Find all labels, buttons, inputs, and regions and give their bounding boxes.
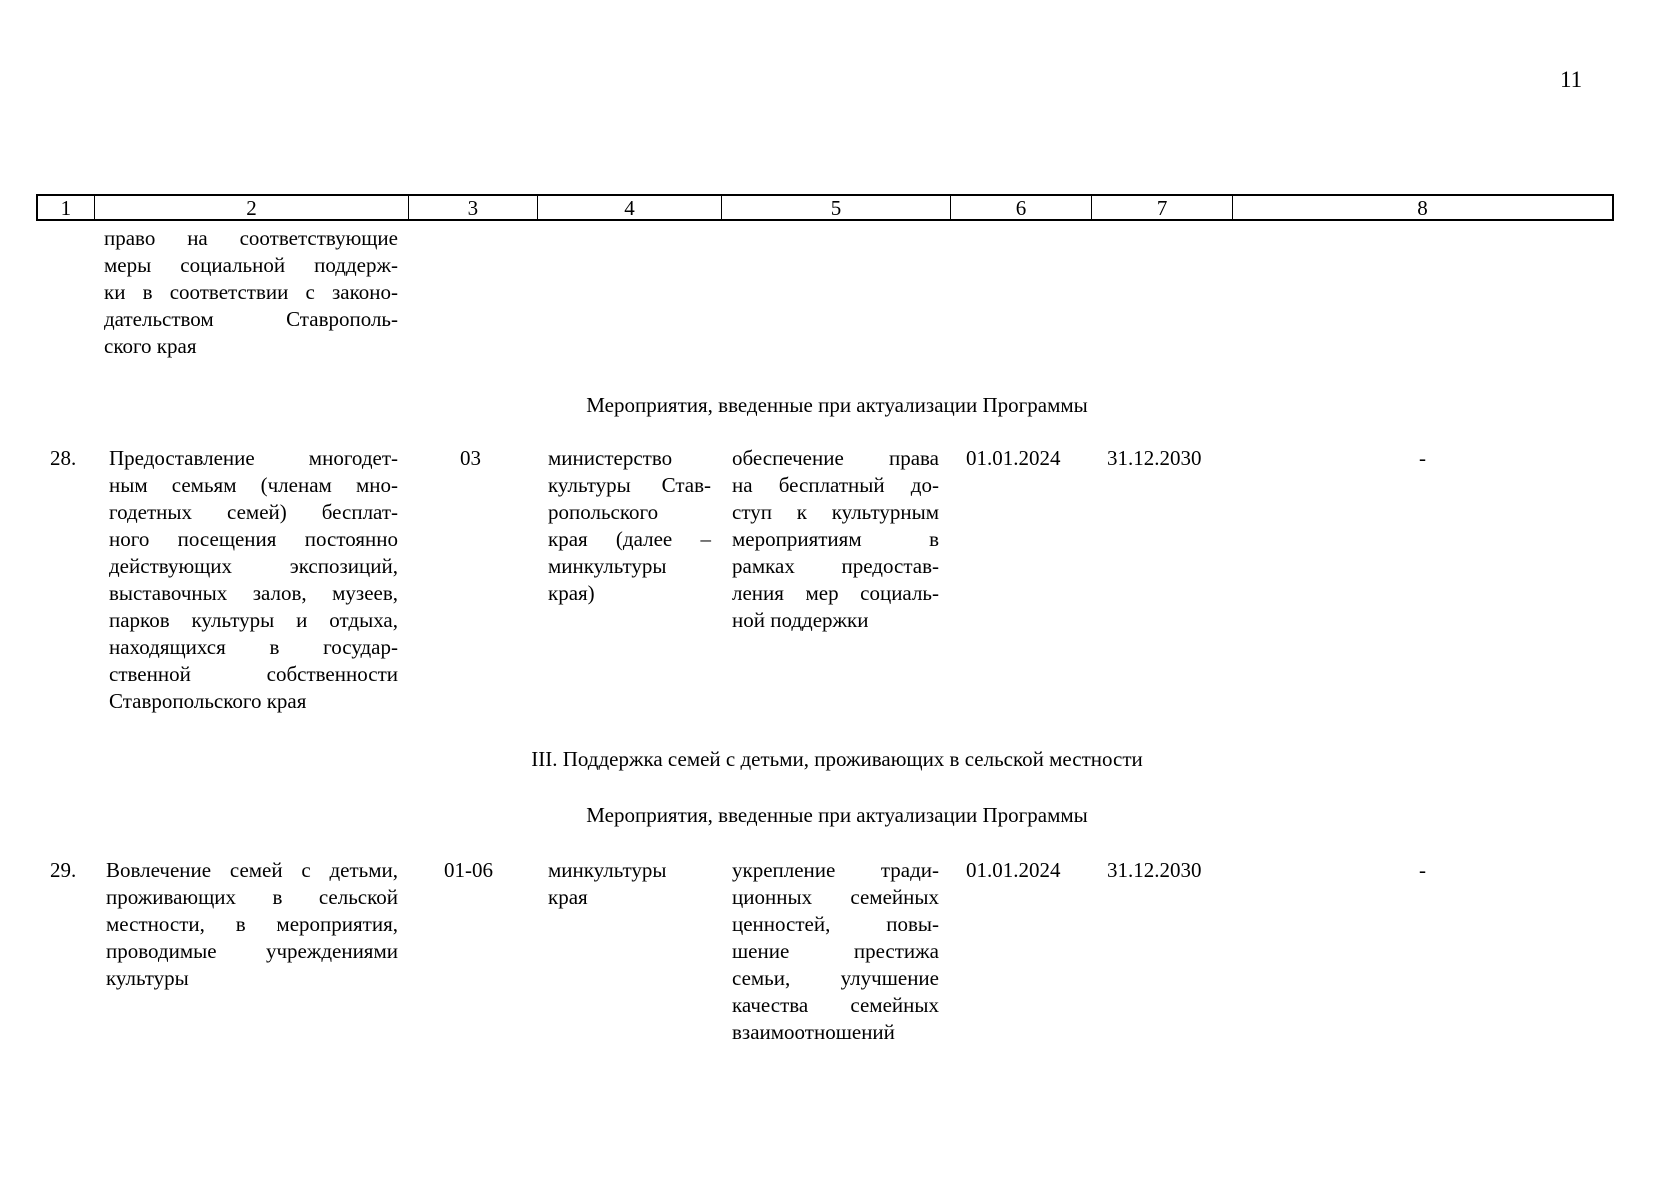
row-28-name-line: ственной собственности bbox=[109, 662, 398, 686]
row-29-result-line: семьи, улучшение bbox=[732, 966, 939, 990]
continuation-line: право на соответствующие bbox=[104, 226, 398, 250]
row-28-name-line: ного посещения постоянно bbox=[109, 527, 398, 551]
subheading-updated-measures-2: Мероприятия, введенные при актуализации Программы bbox=[586, 803, 1088, 827]
row-29-result-line: взаимоотношений bbox=[732, 1020, 895, 1044]
header-col-7: 7 bbox=[1092, 196, 1233, 219]
row-29-result-line: ценностей, повы- bbox=[732, 912, 939, 936]
row-28-name-line: парков культуры и отдыха, bbox=[109, 608, 398, 632]
row-28-result bbox=[732, 445, 939, 634]
row-28-number: 28. bbox=[50, 446, 77, 470]
header-col-3: 3 bbox=[409, 196, 538, 219]
section-heading-rural: III. Поддержка семей с детьми, проживающих в сельской местности bbox=[531, 747, 1143, 771]
row-29-col8: - bbox=[1419, 858, 1426, 882]
header-col-4: 4 bbox=[538, 196, 723, 219]
row-29-result bbox=[732, 857, 939, 1046]
row-28-result-line: ной поддержки bbox=[732, 608, 869, 632]
row-29-name bbox=[106, 857, 398, 992]
row-28-executor-line: ропольского bbox=[548, 500, 659, 524]
row-28-executor bbox=[548, 445, 711, 607]
row-28-executor-line: министерство bbox=[548, 446, 673, 470]
row-29-number: 29. bbox=[50, 858, 77, 882]
row-29-result-line: укрепление тради- bbox=[732, 858, 939, 882]
row-28-executor-line: минкультуры bbox=[548, 554, 667, 578]
row-28-executor-line: края (далее – bbox=[548, 527, 711, 551]
row-29-result-line: качества семейных bbox=[732, 993, 939, 1017]
header-col-1: 1 bbox=[38, 196, 95, 219]
continuation-line: ки в соответствии с законо- bbox=[104, 280, 398, 304]
header-col-8: 8 bbox=[1417, 196, 1428, 220]
row-29-end-date: 31.12.2030 bbox=[1107, 858, 1202, 882]
row-29-executor bbox=[548, 857, 711, 911]
row-28-code: 03 bbox=[460, 446, 481, 470]
row-29-code: 01-06 bbox=[444, 858, 493, 882]
row-29-name-line: Вовлечение семей с детьми, bbox=[106, 858, 398, 882]
row-28-result-line: обеспечение права bbox=[732, 446, 939, 470]
row-28-executor-line: культуры Став- bbox=[548, 473, 711, 497]
header-col-2: 2 bbox=[95, 196, 409, 219]
row-28-name-line: Ставропольского края bbox=[109, 689, 307, 713]
row-28-start-date: 01.01.2024 bbox=[966, 446, 1061, 470]
row-28-end-date: 31.12.2030 bbox=[1107, 446, 1202, 470]
row-28-result-line: мероприятиям в bbox=[732, 527, 939, 551]
row-28-name-line: годетных семей) бесплат- bbox=[109, 500, 398, 524]
continuation-line: меры социальной поддерж- bbox=[104, 253, 398, 277]
row-28-col8: - bbox=[1419, 446, 1426, 470]
header-col-6: 6 bbox=[951, 196, 1093, 219]
row-28-name bbox=[109, 445, 398, 715]
row-28-name-line: выставочных залов, музеев, bbox=[109, 581, 398, 605]
row-28-result-line: ления мер социаль- bbox=[732, 581, 939, 605]
row-28-result-line: на бесплатный до- bbox=[732, 473, 939, 497]
row-28-name-line: Предоставление многодет- bbox=[109, 446, 398, 470]
row-29-result-line: ционных семейных bbox=[732, 885, 939, 909]
row-29-name-line: проводимые учреждениями bbox=[106, 939, 398, 963]
row-28-name-line: находящихся в государ- bbox=[109, 635, 398, 659]
row-29-name-line: проживающих в сельской bbox=[106, 885, 398, 909]
header-col-5: 5 bbox=[722, 196, 950, 219]
row-29-start-date: 01.01.2024 bbox=[966, 858, 1061, 882]
row-28-executor-line: края) bbox=[548, 581, 595, 605]
row-28-name-line: действующих экспозиций, bbox=[109, 554, 398, 578]
row-28-result-line: рамках предостав- bbox=[732, 554, 939, 578]
row-28-result-line: ступ к культурным bbox=[732, 500, 939, 524]
row-29-name-line: местности, в мероприятия, bbox=[106, 912, 398, 936]
page-number: 11 bbox=[1560, 67, 1583, 92]
row-28-name-line: ным семьям (членам мно- bbox=[109, 473, 398, 497]
row-29-result-line: шение престижа bbox=[732, 939, 939, 963]
row-29-executor-line: края bbox=[548, 885, 588, 909]
continuation-line: дательством Ставрополь- bbox=[104, 307, 398, 331]
subheading-updated-measures: Мероприятия, введенные при актуализации Программы bbox=[586, 393, 1088, 417]
continuation-line: ского края bbox=[104, 334, 197, 358]
continuation-text bbox=[104, 225, 398, 360]
row-29-executor-line: минкультуры bbox=[548, 858, 667, 882]
table-header-row bbox=[36, 194, 1614, 221]
row-29-name-line: культуры bbox=[106, 966, 189, 990]
